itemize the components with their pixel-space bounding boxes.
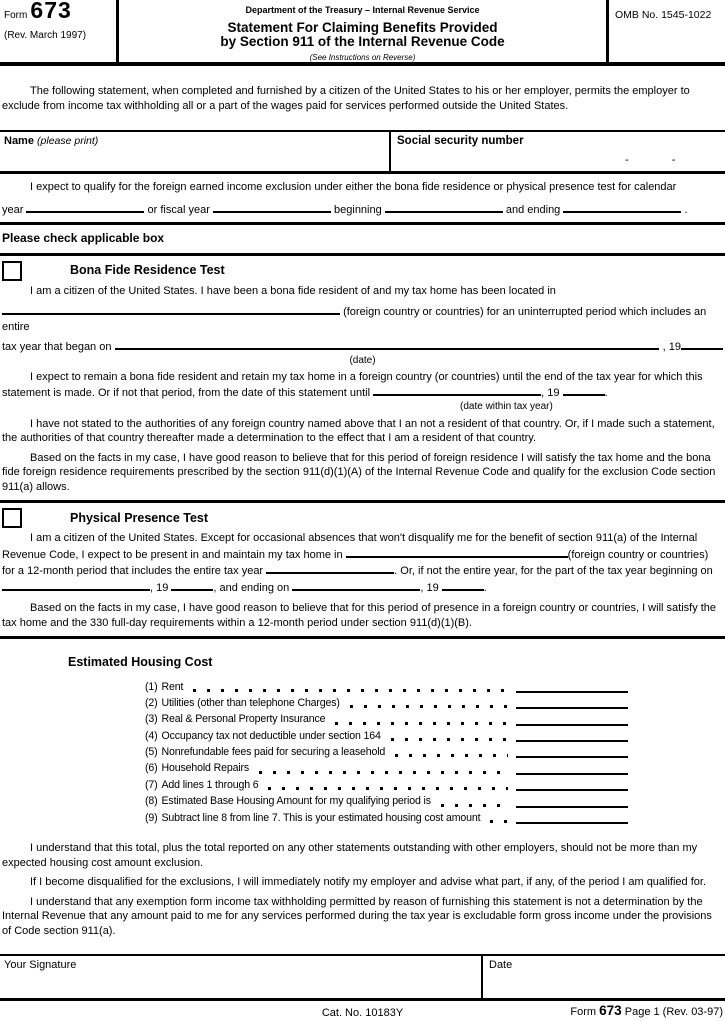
pp-foreign-country-field[interactable] [346,546,568,558]
housing-row-cost-amount [145,811,628,827]
calendar-year-field[interactable] [26,201,144,213]
check-applicable-box-heading: Please check applicable box [2,231,165,245]
dot-leader [335,722,508,725]
dot-leader [268,787,508,790]
section-divider [0,253,725,256]
bona-fide-p2-text: I expect to remain a bona fide resident and retain my tax home in a foreign country (or countries) until the end of the tax year for which this statement is made. Or if not that period, from the date of this statement until [2,370,703,399]
housing-amount-field-9[interactable] [516,822,628,824]
physical-p1-period: . [483,581,487,594]
housing-line-label: Add lines 1 through 6 [161,778,259,791]
housing-row-total [145,778,628,794]
pp-beginning-year-field[interactable] [171,579,213,591]
housing-amount-field-7[interactable] [516,789,628,791]
housing-line-label: Occupancy tax not deductible under section 164 [161,729,381,742]
beginning-date-field[interactable] [385,201,503,213]
bona-fide-p2 [2,370,723,401]
bona-fide-p2-period: . [604,387,608,399]
physical-p1-19b: , 19 [420,581,439,594]
physical-presence-test-header [0,508,725,528]
closing-p1: I understand that this total, plus the total reported on any other statements outstanding with other employers, should not be more than my expected housing cost amount exclusion. [2,842,698,869]
qualify-ending-word: and ending [505,203,561,216]
housing-amount-field-8[interactable] [516,806,628,808]
housing-amount-field-2[interactable] [516,707,628,709]
pp-ending-date-field[interactable] [292,579,420,591]
housing-row-leasehold-fees [145,745,628,761]
ssn-dash: - [671,153,676,166]
housing-line-number: (7) [145,778,158,791]
fiscal-year-field[interactable] [213,201,331,213]
housing-amount-field-4[interactable] [516,740,628,742]
bona-fide-p1-line2 [2,303,723,334]
housing-line-number: (3) [145,713,158,726]
bona-fide-p1-line1: I am a citizen of the United States. I have been a bona fide resident of and my tax home has been located in [30,284,556,297]
physical-p1-text3: . Or, if not the entire year, for the part of the tax year beginning on [394,565,713,577]
form-header [0,0,725,66]
physical-p1 [2,531,723,595]
omb-number: OMB No. 1545-1022 [615,9,712,21]
bona-fide-p1-line2-text: (foreign country or countries) for an uninterrupted period which includes an entire [2,306,707,333]
physical-presence-checkbox[interactable] [2,508,22,528]
housing-cost-title: Estimated Housing Cost [68,655,213,669]
dot-leader [395,754,508,757]
footer-form-word: Form [570,1006,597,1019]
form-revision: (Rev. March 1997) [4,29,87,41]
physical-p1-text1: I am a citizen of the United States. Except for occasional absences that won't disqualify me for the benefit of section 911(a) of the Internal Revenue Code, I expect to be present in and maintain my tax home in [2,532,698,561]
housing-line-label: Rent [161,680,184,693]
bona-fide-test-title: Bona Fide Residence Test [70,263,225,278]
see-instructions-note: (See Instructions on Reverse) [309,52,416,62]
date-within-tax-year-caption: (date within tax year) [460,400,553,412]
catalog-number: Cat. No. 10183Y [321,1007,404,1020]
physical-p1-text4: , and ending on [213,581,290,594]
qualify-statement-line1: I expect to qualify for the foreign earned income exclusion under either the bona fide residence or physical presence test for calendar [30,181,677,193]
ssn-label: Social security number [397,135,524,147]
housing-line-label: Estimated Base Housing Amount for my qualifying period is [161,795,431,808]
housing-cost-list [145,680,628,828]
housing-amount-field-6[interactable] [516,773,628,775]
housing-line-label: Household Repairs [161,762,250,775]
housing-line-label: Nonrefundable fees paid for securing a leasehold [161,746,386,759]
bona-fide-test-header [0,261,725,281]
qualify-year-word: year [2,203,24,216]
housing-row-utilities [145,696,628,712]
tax-year-began-text: tax year that began on [2,341,112,353]
ssn-field[interactable] [389,132,725,171]
housing-line-number: (1) [145,680,158,693]
housing-row-insurance [145,712,628,728]
pp-entire-tax-year-field[interactable] [266,562,394,574]
footer-form-number: 673 [599,1003,622,1019]
housing-amount-field-5[interactable] [516,756,628,758]
pp-ending-year-field[interactable] [442,579,484,591]
statement-until-year-field[interactable] [563,384,605,396]
section-divider [0,636,725,639]
bona-fide-checkbox[interactable] [2,261,22,281]
closing-p3: I understand that any exemption form income tax withholding permitted by reason of furnishing this statement is not a determination by the Internal Revenue that any amount paid to me for any services performed during the tax year is excludable form gross income under the provisions of Code section 911(a). [2,895,712,937]
tax-year-began-19: , 19 [662,341,681,353]
dot-leader [350,705,508,708]
foreign-country-field[interactable] [2,303,340,315]
housing-row-repairs [145,761,628,777]
housing-line-number: (6) [145,762,158,775]
qualify-statement-line2 [2,201,723,218]
statement-until-date-field[interactable] [373,384,541,396]
footer-form-reference [570,1004,723,1020]
housing-row-occupancy-tax [145,729,628,745]
form-number-block [0,0,119,62]
bona-fide-p2-19: , 19 [541,387,560,399]
physical-p1-text2: (foreign country or countries) for a 12-month period that includes the entire tax year [2,548,709,577]
dot-leader [490,820,508,823]
housing-line-label: Utilities (other than telephone Charges) [161,696,340,709]
signature-field[interactable] [0,956,481,998]
form-title-line2: by Section 911 of the Internal Revenue Code [220,34,505,49]
date-label: Date [489,959,513,972]
housing-line-number: (2) [145,696,158,709]
pp-beginning-date-field[interactable] [2,579,150,591]
name-label: Name [4,135,34,147]
physical-p1-19a: , 19 [150,581,169,594]
qualify-beginning-word: beginning [334,203,382,216]
housing-amount-field-3[interactable] [516,724,628,726]
date-caption: (date) [349,354,376,366]
form-title-line1: Statement For Claiming Benefits Provided [227,19,498,35]
form-number: 673 [30,0,72,23]
qualify-fiscal-word: or fiscal year [147,203,210,216]
closing-p2: If I become disqualified for the exclusions, I will immediately notify my employer and advise what part, if any, of the period I am qualified for. [30,876,707,889]
ending-date-field[interactable] [563,201,681,213]
bona-fide-p3: I have not stated to the authorities of any foreign country named above that I an not a resident of that country. Or, if I made such a statement, the authorities of that country thereafter made a determination to the effect that I am a resident of that country. [2,417,715,444]
housing-line-number: (9) [145,811,158,824]
housing-line-label: Subtract line 8 from line 7. This is your estimated housing cost amount [161,811,481,824]
intro-paragraph: The following statement, when completed and furnished by a citizen of the United States to his or her employer, permits the employer to exclude from income tax withholding all or a part of the wages paid for services performed outside the United States. [2,85,690,112]
section-divider [0,500,725,503]
identity-box [0,130,725,174]
bona-fide-p1-line3 [2,338,723,355]
ssn-dash: - [625,153,629,166]
housing-row-rent [145,680,628,696]
closing-paragraphs [0,841,725,938]
qualify-period: . [684,203,688,216]
housing-line-number: (8) [145,795,158,808]
dot-leader [391,738,508,741]
ssn-dashes [397,153,719,168]
tax-year-began-date-field[interactable] [115,338,658,350]
physical-presence-test-title: Physical Presence Test [70,510,209,525]
housing-line-number: (4) [145,729,158,742]
name-field[interactable] [0,132,389,171]
housing-amount-field-1[interactable] [516,691,628,693]
dot-leader [441,804,508,807]
housing-line-number: (5) [145,746,158,759]
date-field[interactable] [481,956,725,998]
signature-label: Your Signature [4,959,77,972]
name-hint: (please print) [37,135,99,147]
dot-leader [259,771,508,774]
housing-line-label: Real & Personal Property Insurance [161,713,326,726]
footer-page-info: Page 1 (Rev. 03-97) [624,1006,723,1019]
signature-box [0,954,725,1001]
bona-fide-p4: Based on the facts in my case, I have good reason to believe that for this period of foreign residence I will satisfy the tax home and the bona fide foreign residence requirements prescribed by the section 911(d)(1)(A) of the Internal Revenue Code and qualify for the exclusion Code section 911(a) allows. [2,451,716,493]
dot-leader [193,689,508,692]
physical-p2: Based on the facts in my case, I have good reason to believe that for this period of presence in a foreign country or countries, I will satisfy the tax home and the 330 full-day requirements within a 12-month period under section 911(d)(1)(B). [2,602,717,629]
housing-row-base-amount [145,794,628,810]
tax-year-began-year-field[interactable] [681,338,723,350]
form-word: Form [4,10,28,21]
agency-line: Department of the Treasury – Internal Revenue Service [245,5,480,15]
page-footer [0,1003,725,1021]
form-title-block [119,0,609,62]
